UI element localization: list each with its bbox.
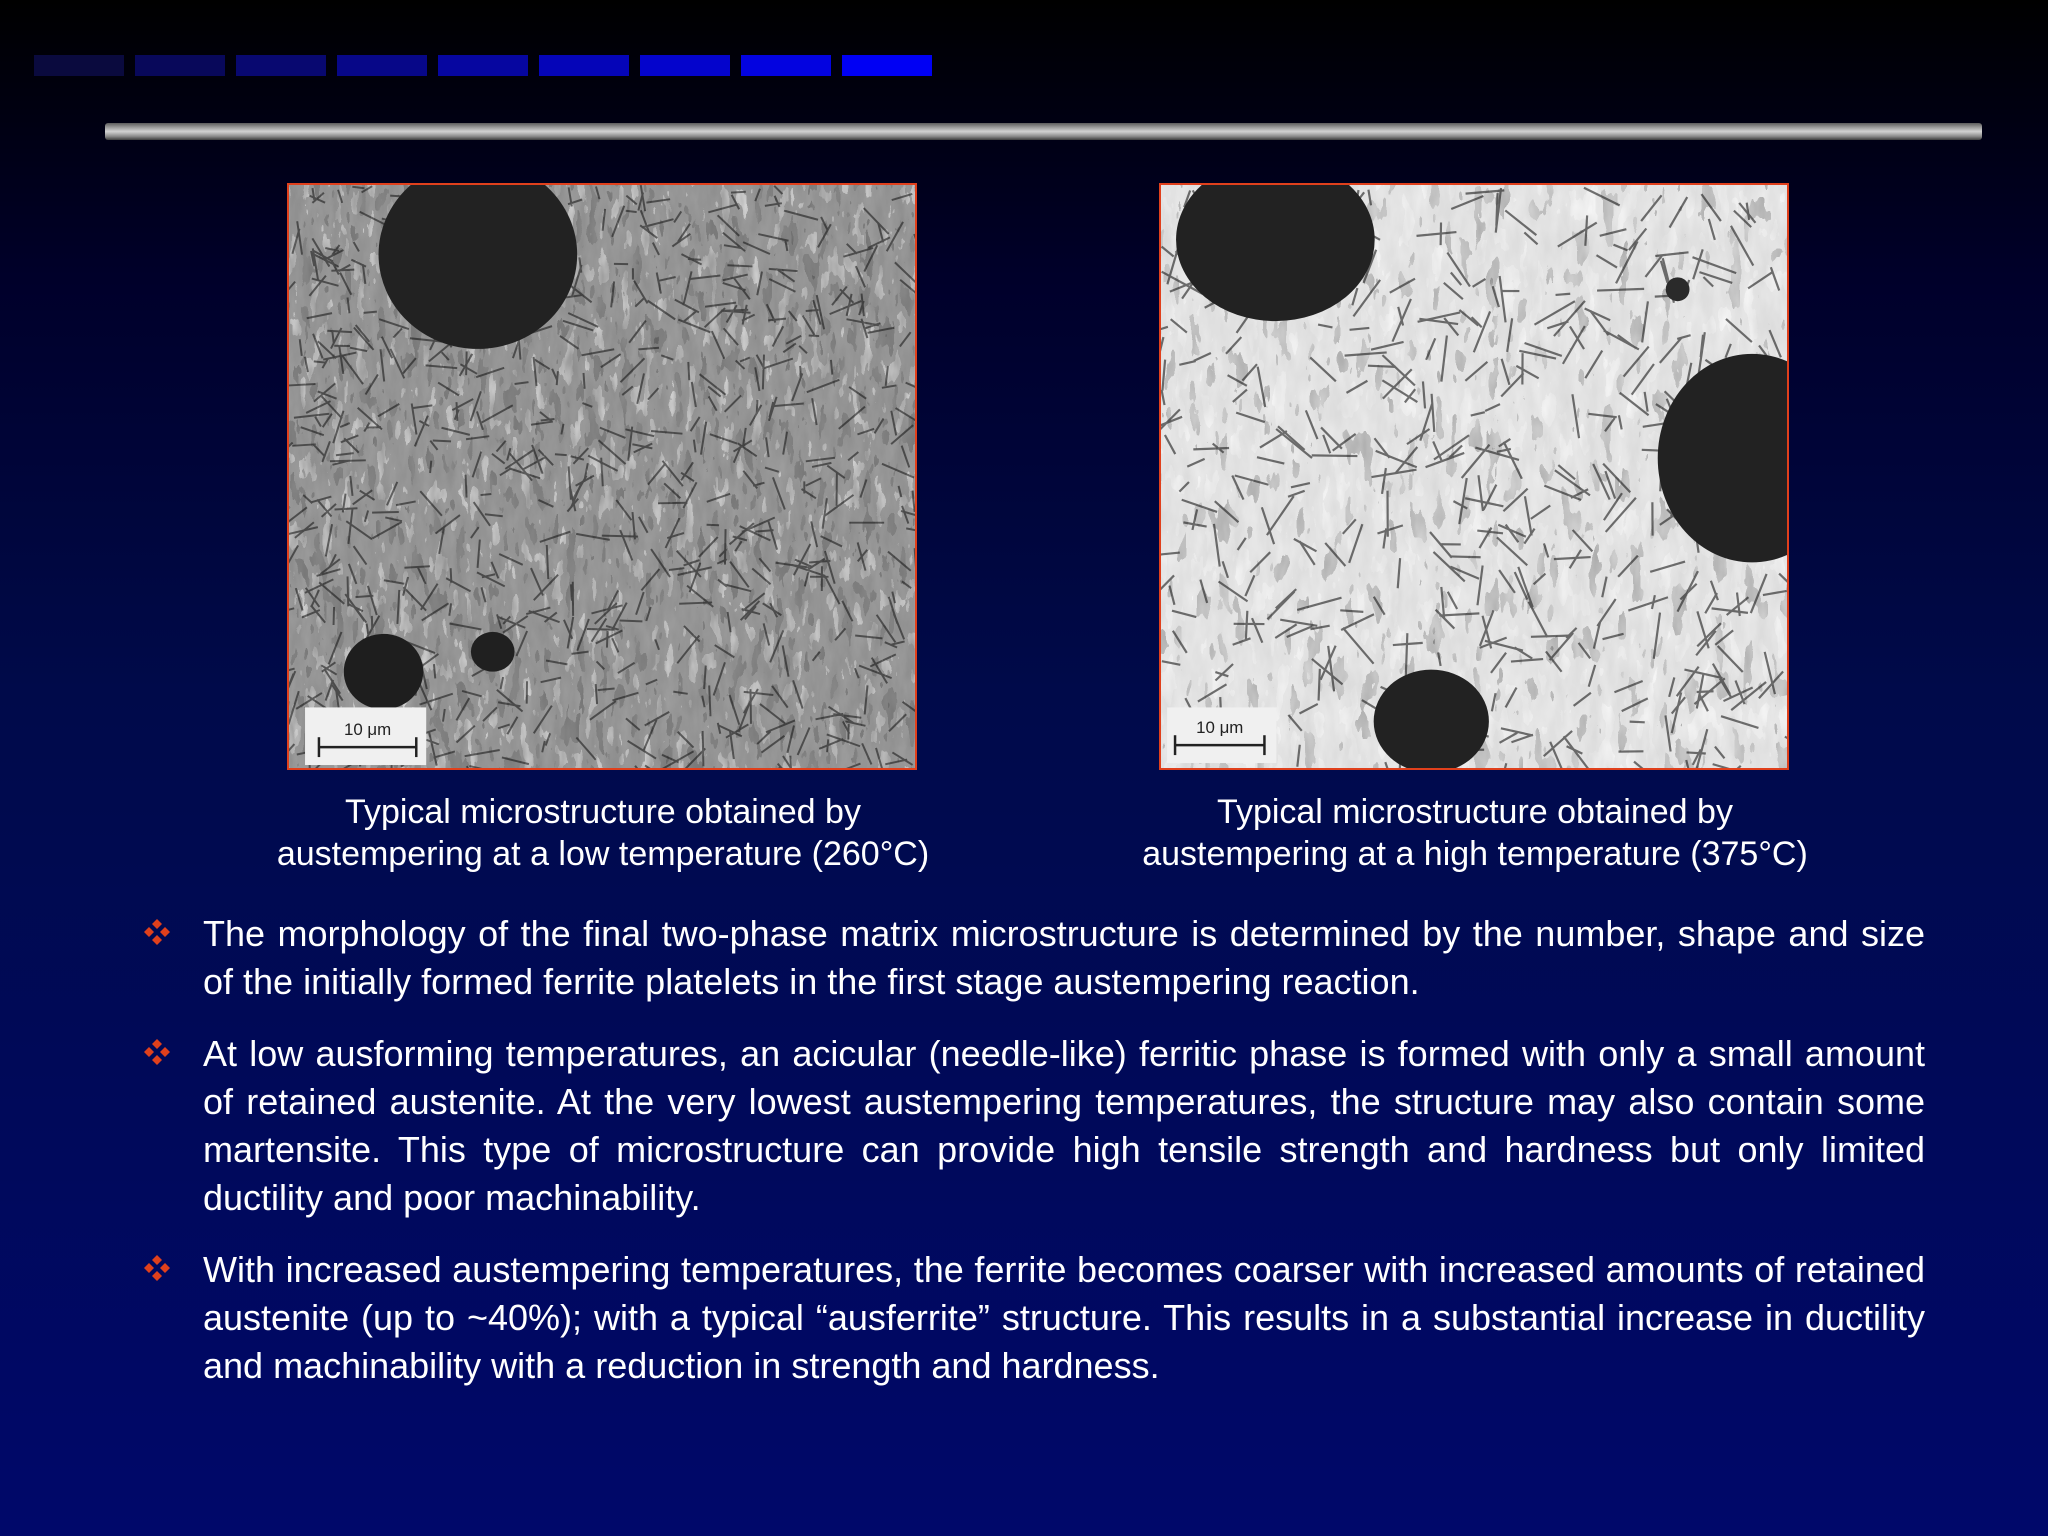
header-square [640, 55, 730, 76]
scale-bar [305, 707, 426, 765]
figure-low-temperature [276, 183, 930, 873]
bullet-text: With increased austempering temperatures, the ferrite becomes coarser with increased amounts of retained austenite (up to ~40%); with a typical “ausferrite” structure. This results in a substantial increase in ductility and machinability with a reduction in strength and hardness. [203, 1249, 1925, 1386]
diamond-bullet-icon [143, 1254, 171, 1282]
header-square [539, 55, 629, 76]
caption-line: austempering at a low temperature (260°C) [276, 835, 930, 873]
caption-line: Typical microstructure obtained by [1217, 793, 1733, 831]
bullet-item [143, 1030, 1925, 1222]
figure-high-temperature [1142, 183, 1808, 873]
diamond-bullet-icon [143, 918, 171, 946]
scale-bar [1167, 707, 1276, 763]
bullet-text: The morphology of the final two-phase matrix microstructure is determined by the number, shape and size of the initially formed ferrite platelets in the first stage austempering reaction. [203, 913, 1925, 1002]
caption-line: Typical microstructure obtained by [345, 793, 861, 831]
header-square [236, 55, 326, 76]
figure-caption [103, 791, 1103, 875]
bullet-text: At low ausforming temperatures, an acicular (needle-like) ferritic phase is formed with only a small amount of retained austenite. At the very lowest austempering temperatures, the structure may also contain some martensite. This type of microstructure can provide high tensile strength and hardness but only limited ductility and poor machinability. [203, 1033, 1925, 1218]
figure-caption [975, 791, 1975, 875]
header-square [741, 55, 831, 76]
micrograph-low-temperature [287, 183, 917, 770]
header-decoration [34, 55, 932, 76]
header-square [438, 55, 528, 76]
header-square [842, 55, 932, 76]
scale-bar-label: 10 μm [343, 720, 392, 740]
bullet-list [143, 910, 1925, 1414]
bullet-item [143, 1246, 1925, 1390]
scale-bar-label: 10 μm [1196, 718, 1244, 738]
caption-line: austempering at a high temperature (375°C) [1142, 835, 1808, 873]
header-square [34, 55, 124, 76]
bullet-item [143, 910, 1925, 1006]
diamond-bullet-icon [143, 1038, 171, 1066]
micrograph-high-temperature [1159, 183, 1789, 770]
title-divider [105, 123, 1982, 140]
header-square [337, 55, 427, 76]
header-square [135, 55, 225, 76]
